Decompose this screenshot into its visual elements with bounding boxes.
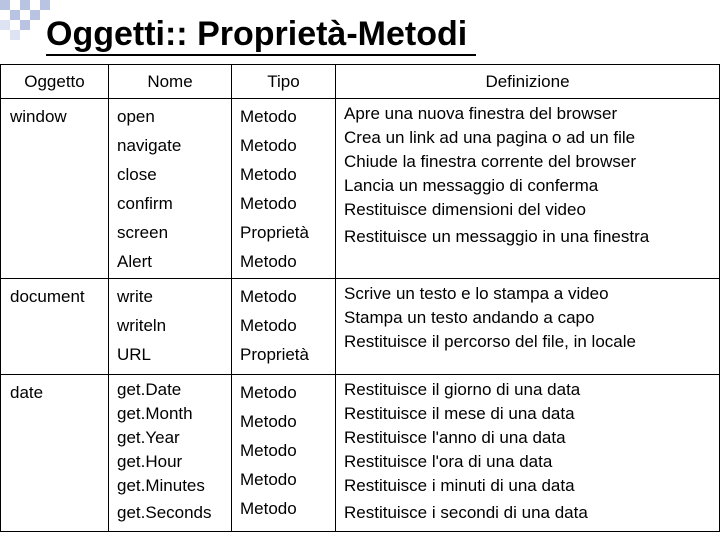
column-header-tipo: Tipo bbox=[232, 65, 336, 99]
member-types bbox=[232, 99, 335, 278]
member-definition: Restituisce il giorno di una data bbox=[344, 380, 581, 399]
member-type: Metodo bbox=[240, 499, 297, 518]
member-name: get.Year bbox=[117, 428, 180, 447]
member-type: Metodo bbox=[240, 412, 297, 431]
title-underline bbox=[46, 54, 476, 56]
member-type: Metodo bbox=[240, 287, 297, 306]
object-name: date bbox=[10, 383, 44, 402]
member-name: write bbox=[117, 287, 153, 306]
member-name: close bbox=[117, 165, 157, 184]
member-names bbox=[109, 99, 231, 278]
member-name: confirm bbox=[117, 194, 173, 213]
table-header-row bbox=[1, 65, 720, 99]
member-definition: Restituisce i secondi di una data bbox=[344, 503, 588, 522]
member-type: Metodo bbox=[240, 383, 297, 402]
member-definition: Scrive un testo e lo stampa a video bbox=[344, 284, 609, 303]
member-types bbox=[232, 279, 335, 371]
object-name: document bbox=[10, 287, 85, 306]
member-definition: Restituisce un messaggio in una finestra bbox=[344, 227, 650, 246]
member-name: get.Seconds bbox=[117, 503, 212, 522]
member-type: Metodo bbox=[240, 136, 297, 155]
member-type: Metodo bbox=[240, 252, 297, 271]
member-name: get.Date bbox=[117, 380, 182, 399]
member-definition: Lancia un messaggio di conferma bbox=[344, 176, 599, 195]
member-name: navigate bbox=[117, 136, 182, 155]
member-type: Metodo bbox=[240, 316, 297, 335]
column-header-nome: Nome bbox=[109, 65, 232, 99]
member-definition: Restituisce dimensioni del video bbox=[344, 200, 586, 219]
member-type: Proprietà bbox=[240, 345, 309, 364]
member-type: Metodo bbox=[240, 470, 297, 489]
member-name: Alert bbox=[117, 252, 152, 271]
member-definitions bbox=[336, 375, 719, 529]
member-name: get.Month bbox=[117, 404, 193, 423]
member-type: Metodo bbox=[240, 441, 297, 460]
member-name: get.Minutes bbox=[117, 476, 205, 495]
table-row bbox=[1, 375, 720, 532]
member-type: Metodo bbox=[240, 107, 297, 126]
slide-title: Oggetti:: Proprietà-Metodi bbox=[46, 15, 468, 53]
member-definitions bbox=[336, 99, 719, 253]
table-row bbox=[1, 99, 720, 279]
member-definition: Restituisce il mese di una data bbox=[344, 404, 575, 423]
member-definition: Chiude la finestra corrente del browser bbox=[344, 152, 636, 171]
member-name: get.Hour bbox=[117, 452, 183, 471]
member-type: Metodo bbox=[240, 165, 297, 184]
member-definition: Restituisce i minuti di una data bbox=[344, 476, 575, 495]
member-definition: Restituisce il percorso del file, in locale bbox=[344, 332, 636, 351]
member-definition: Restituisce l'ora di una data bbox=[344, 452, 553, 471]
member-name: writeln bbox=[117, 316, 167, 335]
member-name: screen bbox=[117, 223, 169, 242]
member-names bbox=[109, 375, 231, 529]
member-definition: Apre una nuova finestra del browser bbox=[344, 104, 618, 123]
column-header-oggetto: Oggetto bbox=[1, 65, 109, 99]
member-types bbox=[232, 375, 335, 525]
member-definition: Crea un link ad una pagina o ad un file bbox=[344, 128, 636, 147]
member-type: Metodo bbox=[240, 194, 297, 213]
member-definition: Restituisce l'anno di una data bbox=[344, 428, 566, 447]
member-name: open bbox=[117, 107, 155, 126]
member-names bbox=[109, 279, 231, 371]
member-definitions bbox=[336, 279, 719, 356]
member-name: URL bbox=[117, 345, 152, 364]
object-name: window bbox=[10, 107, 67, 126]
member-definition: Stampa un testo andando a capo bbox=[344, 308, 595, 327]
properties-methods-table bbox=[0, 64, 720, 532]
table-row bbox=[1, 279, 720, 375]
column-header-definizione: Definizione bbox=[336, 65, 720, 99]
member-type: Proprietà bbox=[240, 223, 309, 242]
